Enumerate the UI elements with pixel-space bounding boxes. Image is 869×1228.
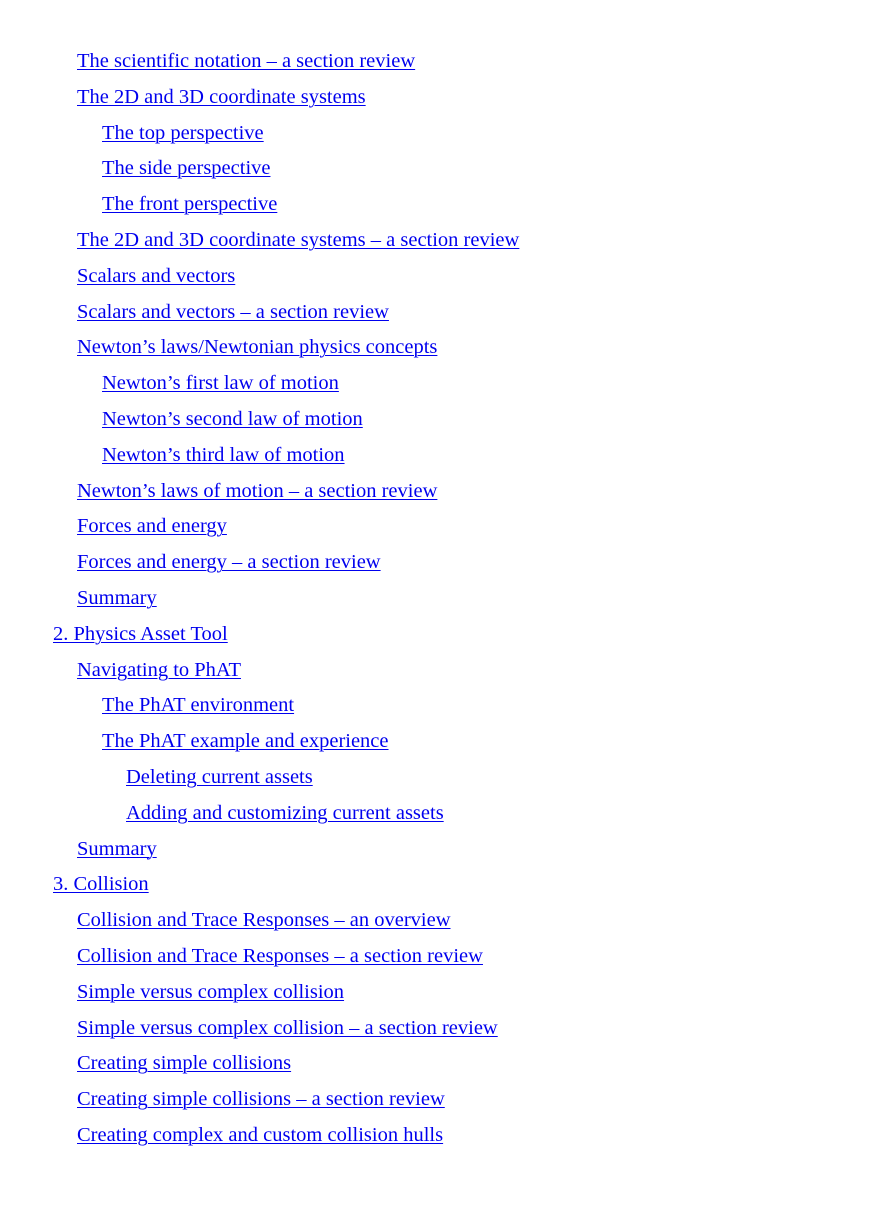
toc-link[interactable]: The PhAT example and experience — [102, 730, 389, 753]
toc-entry — [0, 653, 869, 689]
toc-link[interactable]: The front perspective — [102, 193, 278, 216]
toc-entry — [0, 1046, 869, 1082]
toc-link[interactable]: Collision and Trace Responses – an overview — [77, 909, 451, 932]
toc-entry — [0, 545, 869, 581]
toc-chapter — [0, 867, 869, 903]
toc-link[interactable]: Summary — [77, 586, 157, 609]
toc-link[interactable]: The PhAT environment — [102, 694, 295, 717]
toc-link[interactable]: Newton’s third law of motion — [102, 443, 345, 466]
toc-entry — [0, 1011, 869, 1047]
toc-link[interactable]: Newton’s second law of motion — [102, 407, 363, 430]
toc-entry — [0, 44, 869, 80]
toc-link[interactable]: Newton’s laws/Newtonian physics concepts — [77, 336, 438, 359]
toc-entry — [0, 187, 869, 223]
toc-entry — [0, 295, 869, 331]
toc-entry — [0, 116, 869, 152]
toc-entry — [0, 151, 869, 187]
toc-link[interactable]: Adding and customizing current assets — [126, 801, 444, 824]
table-of-contents — [0, 44, 869, 1154]
toc-entry — [0, 366, 869, 402]
toc-entry — [0, 832, 869, 868]
toc-link[interactable]: Simple versus complex collision – a section review — [77, 1016, 498, 1039]
toc-chapter-link[interactable]: 2. Physics Asset Tool — [53, 622, 228, 645]
toc-entry — [0, 402, 869, 438]
toc-entry — [0, 939, 869, 975]
toc-entry — [0, 796, 869, 832]
toc-entry — [0, 903, 869, 939]
toc-link[interactable]: The 2D and 3D coordinate systems — [77, 85, 366, 108]
toc-entry — [0, 760, 869, 796]
toc-chapter-link[interactable]: 3. Collision — [53, 873, 149, 896]
toc-link[interactable]: Forces and energy – a section review — [77, 551, 381, 574]
toc-entry — [0, 474, 869, 510]
toc-link[interactable]: Scalars and vectors — [77, 264, 236, 287]
toc-link[interactable]: Forces and energy — [77, 515, 227, 538]
toc-entry — [0, 80, 869, 116]
toc-entry — [0, 223, 869, 259]
toc-link[interactable]: Newton’s first law of motion — [102, 372, 339, 395]
toc-entry — [0, 438, 869, 474]
toc-link[interactable]: Creating simple collisions – a section review — [77, 1088, 445, 1111]
toc-link[interactable]: The scientific notation – a section review — [77, 50, 416, 72]
toc-link[interactable]: Collision and Trace Responses – a section review — [77, 944, 483, 967]
toc-chapter — [0, 617, 869, 653]
toc-entry — [0, 509, 869, 545]
toc-link[interactable]: Creating complex and custom collision hulls — [77, 1123, 444, 1146]
toc-entry — [0, 724, 869, 760]
toc-link[interactable]: Simple versus complex collision — [77, 980, 345, 1003]
toc-entry — [0, 330, 869, 366]
toc-link[interactable]: Summary — [77, 837, 157, 860]
toc-link[interactable]: Navigating to PhAT — [77, 658, 241, 681]
toc-entry — [0, 581, 869, 617]
toc-link[interactable]: The 2D and 3D coordinate systems – a section review — [77, 228, 520, 251]
toc-entry — [0, 259, 869, 295]
toc-link[interactable]: Scalars and vectors – a section review — [77, 300, 389, 323]
toc-link[interactable]: Newton’s laws of motion – a section review — [77, 479, 438, 502]
toc-entry — [0, 975, 869, 1011]
toc-entry — [0, 1082, 869, 1118]
toc-link[interactable]: Deleting current assets — [126, 765, 313, 788]
toc-entry — [0, 1118, 869, 1154]
toc-link[interactable]: Creating simple collisions — [77, 1052, 292, 1075]
toc-link[interactable]: The top perspective — [102, 121, 264, 144]
toc-entry — [0, 688, 869, 724]
toc-link[interactable]: The side perspective — [102, 157, 271, 180]
